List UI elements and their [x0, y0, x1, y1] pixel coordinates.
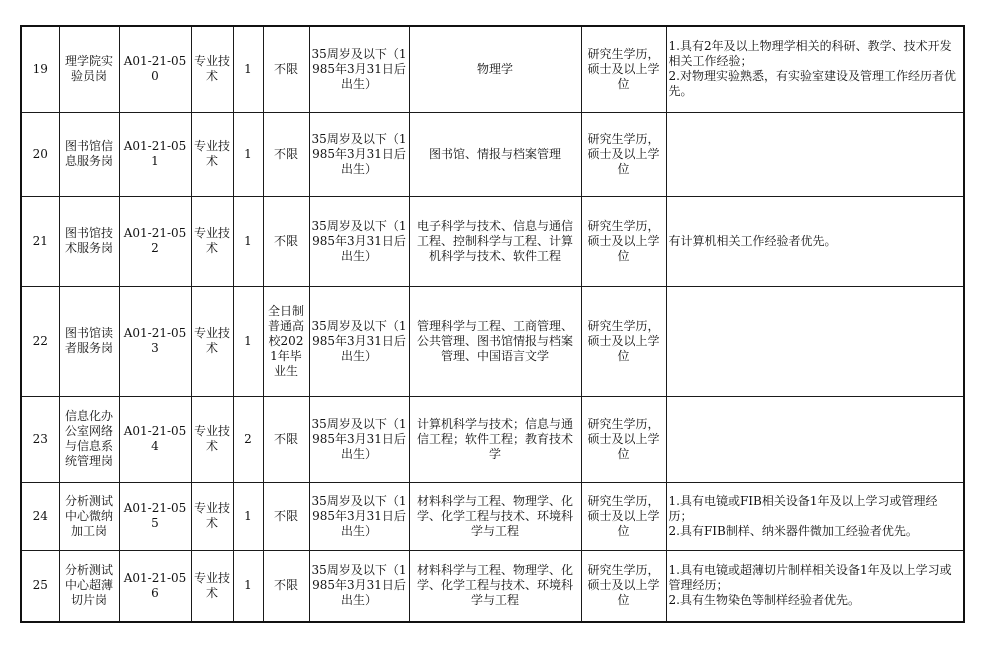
age-requirement: 35周岁及以下（1985年3月31日后出生）	[309, 396, 409, 482]
age-requirement: 35周岁及以下（1985年3月31日后出生）	[309, 196, 409, 286]
other-requirements: 1.具有电镜或FIB相关设备1年及以上学习或管理经历； 2.具有FIB制样、纳米器件微加工经验者优先。	[666, 482, 964, 550]
candidate-source: 全日制普通高校2021年毕业生	[263, 286, 309, 396]
post-category: 专业技术	[191, 196, 233, 286]
post-category: 专业技术	[191, 26, 233, 112]
hire-count: 1	[233, 26, 263, 112]
row-number: 24	[21, 482, 59, 550]
table-row	[21, 550, 964, 622]
hire-count: 1	[233, 112, 263, 196]
age-requirement: 35周岁及以下（1985年3月31日后出生）	[309, 482, 409, 550]
post-code: A01-21-053	[119, 286, 191, 396]
post-category: 专业技术	[191, 482, 233, 550]
row-number: 20	[21, 112, 59, 196]
post-name: 图书馆信息服务岗	[59, 112, 119, 196]
candidate-source: 不限	[263, 482, 309, 550]
table-row	[21, 26, 964, 112]
age-requirement: 35周岁及以下（1985年3月31日后出生）	[309, 550, 409, 622]
post-code: A01-21-055	[119, 482, 191, 550]
table-body	[21, 26, 964, 622]
other-requirements	[666, 112, 964, 196]
other-requirements: 1.具有电镜或超薄切片制样相关设备1年及以上学习或管理经历； 2.具有生物染色等制样经验者优先。	[666, 550, 964, 622]
post-name: 信息化办公室网络与信息系统管理岗	[59, 396, 119, 482]
education-requirement: 研究生学历，硕士及以上学位	[581, 396, 666, 482]
recruitment-table	[20, 25, 965, 623]
hire-count: 2	[233, 396, 263, 482]
age-requirement: 35周岁及以下（1985年3月31日后出生）	[309, 286, 409, 396]
age-requirement: 35周岁及以下（1985年3月31日后出生）	[309, 26, 409, 112]
education-requirement: 研究生学历，硕士及以上学位	[581, 112, 666, 196]
major-requirement: 图书馆、情报与档案管理	[409, 112, 581, 196]
candidate-source: 不限	[263, 396, 309, 482]
post-category: 专业技术	[191, 550, 233, 622]
candidate-source: 不限	[263, 196, 309, 286]
hire-count: 1	[233, 550, 263, 622]
education-requirement: 研究生学历，硕士及以上学位	[581, 26, 666, 112]
major-requirement: 材料科学与工程、物理学、化学、化学工程与技术、环境科学与工程	[409, 550, 581, 622]
other-requirements	[666, 286, 964, 396]
post-code: A01-21-050	[119, 26, 191, 112]
hire-count: 1	[233, 482, 263, 550]
row-number: 19	[21, 26, 59, 112]
age-requirement: 35周岁及以下（1985年3月31日后出生）	[309, 112, 409, 196]
table-row	[21, 396, 964, 482]
post-category: 专业技术	[191, 286, 233, 396]
hire-count: 1	[233, 196, 263, 286]
post-code: A01-21-056	[119, 550, 191, 622]
post-name: 图书馆读者服务岗	[59, 286, 119, 396]
row-number: 25	[21, 550, 59, 622]
education-requirement: 研究生学历，硕士及以上学位	[581, 482, 666, 550]
other-requirements	[666, 396, 964, 482]
table-row	[21, 286, 964, 396]
other-requirements: 有计算机相关工作经验者优先。	[666, 196, 964, 286]
hire-count: 1	[233, 286, 263, 396]
post-code: A01-21-052	[119, 196, 191, 286]
post-category: 专业技术	[191, 396, 233, 482]
candidate-source: 不限	[263, 26, 309, 112]
candidate-source: 不限	[263, 112, 309, 196]
row-number: 21	[21, 196, 59, 286]
major-requirement: 物理学	[409, 26, 581, 112]
post-category: 专业技术	[191, 112, 233, 196]
education-requirement: 研究生学历，硕士及以上学位	[581, 196, 666, 286]
table-row	[21, 196, 964, 286]
other-requirements: 1.具有2年及以上物理学相关的科研、教学、技术开发相关工作经验； 2.对物理实验熟悉，有实验室建设及管理工作经历者优先。	[666, 26, 964, 112]
row-number: 22	[21, 286, 59, 396]
major-requirement: 管理科学与工程、工商管理、公共管理、图书馆情报与档案管理、中国语言文学	[409, 286, 581, 396]
post-name: 图书馆技术服务岗	[59, 196, 119, 286]
post-code: A01-21-054	[119, 396, 191, 482]
major-requirement: 计算机科学与技术；信息与通信工程；软件工程；教育技术学	[409, 396, 581, 482]
row-number: 23	[21, 396, 59, 482]
education-requirement: 研究生学历，硕士及以上学位	[581, 286, 666, 396]
table-row	[21, 482, 964, 550]
table-row	[21, 112, 964, 196]
candidate-source: 不限	[263, 550, 309, 622]
post-code: A01-21-051	[119, 112, 191, 196]
post-name: 分析测试中心超薄切片岗	[59, 550, 119, 622]
post-name: 分析测试中心微纳加工岗	[59, 482, 119, 550]
major-requirement: 材料科学与工程、物理学、化学、化学工程与技术、环境科学与工程	[409, 482, 581, 550]
major-requirement: 电子科学与技术、信息与通信工程、控制科学与工程、计算机科学与技术、软件工程	[409, 196, 581, 286]
post-name: 理学院实验员岗	[59, 26, 119, 112]
education-requirement: 研究生学历，硕士及以上学位	[581, 550, 666, 622]
